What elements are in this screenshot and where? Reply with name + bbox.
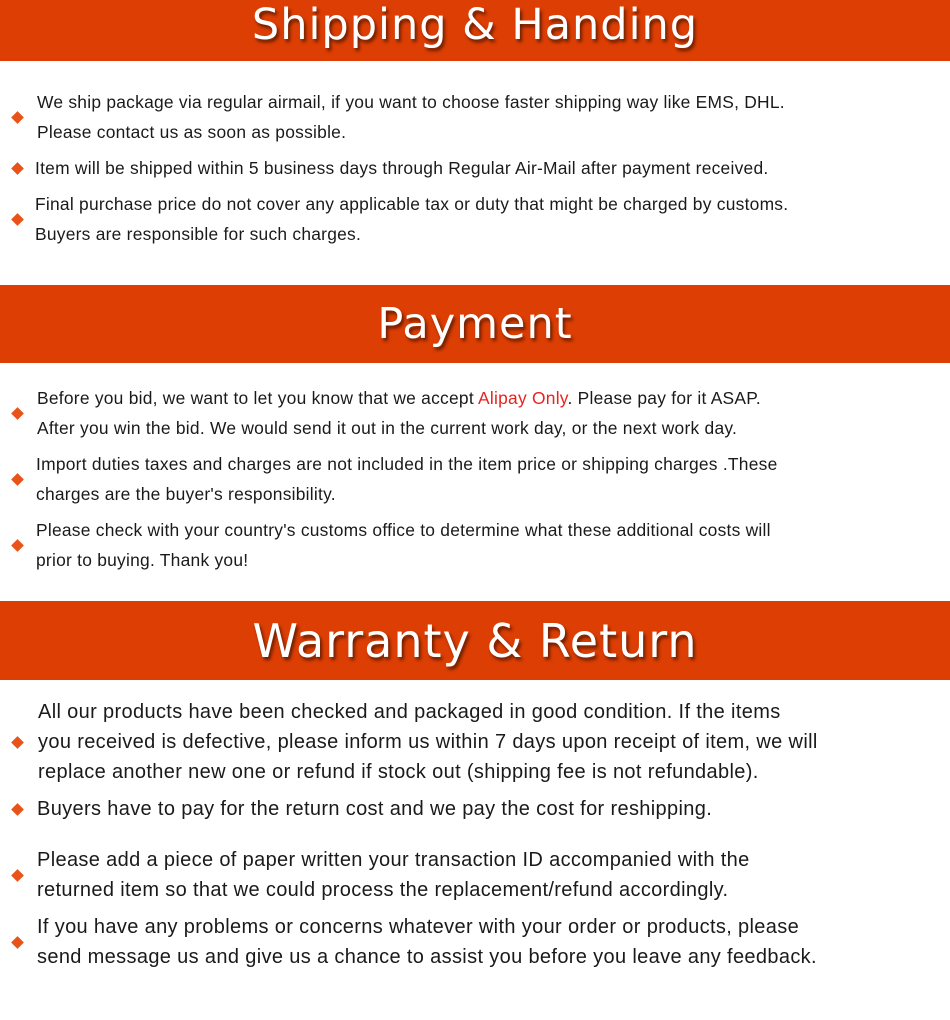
payment-item-1-text-before: Before you bid, we want to let you know that we accept [37, 388, 479, 408]
warranty-item-1-line-1: All our products have been checked and packaged in good condition. If the items [38, 701, 781, 723]
warranty-item-1-line-3: replace another new one or refund if stock out (shipping fee is not refundable). [38, 761, 759, 783]
payment-item-2-line-2: charges are the buyer's responsibility. [36, 484, 336, 504]
shipping-item-3-line-1: Final purchase price do not cover any applicable tax or duty that might be charged by customs. [35, 194, 789, 214]
payment-item-1-line-2: After you win the bid. We would send it out in the current work day, or the next work day. [37, 418, 738, 438]
shipping-item-1-line-2: Please contact us as soon as possible. [37, 122, 347, 142]
warranty-item-2-line-1: Buyers have to pay for the return cost and we pay the cost for reshipping. [37, 798, 713, 820]
diamond-icon [11, 539, 24, 552]
warranty-item-4 [0, 912, 950, 972]
warranty-item-3-line-1: Please add a piece of paper written your transaction ID accompanied with the [37, 849, 750, 871]
diamond-icon [11, 936, 24, 949]
warranty-item-3-line-2: returned item so that we could process the replacement/refund accordingly. [37, 879, 729, 901]
shipping-item-2-line-1: Item will be shipped within 5 business days through Regular Air-Mail after payment received. [35, 158, 769, 178]
diamond-icon [11, 869, 24, 882]
shipping-item-1-line-1: We ship package via regular airmail, if you want to choose faster shipping way like EMS, DHL. [37, 92, 785, 112]
payment-item-1-text-after: . Please pay for it ASAP. [567, 388, 761, 408]
shipping-title: Shipping & Handing [251, 0, 699, 50]
warranty-item-4-line-1: If you have any problems or concerns whatever with your order or products, please [37, 916, 800, 938]
shipping-item-3 [0, 189, 950, 249]
warranty-item-4-line-2: send message us and give us a chance to assist you before you leave any feedback. [37, 946, 817, 968]
payment-item-3-line-1: Please check with your country's customs office to determine what these additional costs will [36, 520, 771, 540]
payment-item-1 [0, 383, 950, 443]
warranty-banner [0, 601, 950, 680]
diamond-icon [11, 803, 24, 816]
shipping-banner [0, 0, 950, 61]
diamond-icon [11, 407, 24, 420]
shipping-item-2 [0, 153, 950, 183]
warranty-item-1 [0, 697, 950, 787]
warranty-item-2 [0, 794, 950, 824]
warranty-title: Warranty & Return [252, 613, 698, 668]
diamond-icon [11, 736, 24, 749]
payment-item-3 [0, 515, 950, 575]
payment-title: Payment [377, 299, 573, 349]
payment-item-2 [0, 449, 950, 509]
warranty-item-3 [0, 845, 950, 905]
payment-item-2-line-1: Import duties taxes and charges are not included in the item price or shipping charges .These [36, 454, 778, 474]
diamond-icon [11, 473, 24, 486]
diamond-icon [11, 213, 24, 226]
payment-item-1-line-1 [37, 383, 761, 413]
warranty-item-1-line-2: you received is defective, please inform us within 7 days upon receipt of item, we will [38, 731, 818, 753]
alipay-only-highlight: Alipay Only [478, 388, 568, 408]
shipping-item-1 [0, 87, 950, 147]
payment-banner [0, 285, 950, 363]
shipping-item-3-line-2: Buyers are responsible for such charges. [35, 224, 362, 244]
diamond-icon [11, 162, 24, 175]
payment-item-3-line-2: prior to buying. Thank you! [36, 550, 249, 570]
diamond-icon [11, 111, 24, 124]
